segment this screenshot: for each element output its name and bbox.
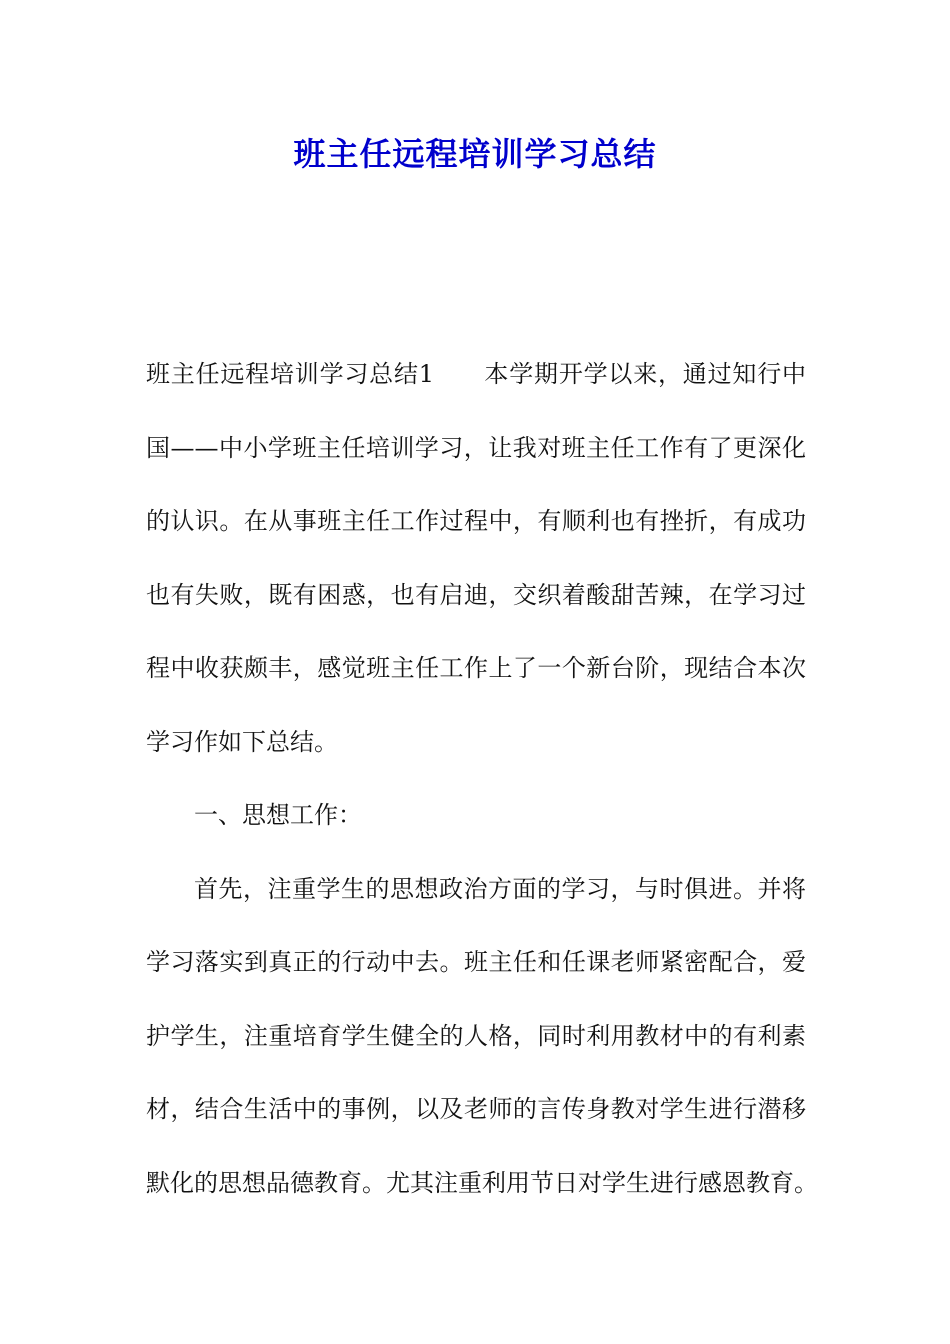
document-body <box>146 338 818 1220</box>
body-line: 国——中小学班主任培训学习，让我对班主任工作有了更深化 <box>146 433 806 462</box>
section-heading: 一、思想工作： <box>194 801 362 829</box>
body-line: 班主任远程培训学习总结1 本学期开学以来，通过知行中 <box>146 360 806 388</box>
body-line: 护学生，注重培育学生健全的人格，同时利用教材中的有利素 <box>146 1021 806 1050</box>
body-line: 默化的思想品德教育。尤其注重利用节日对学生进行感恩教育。 <box>146 1168 818 1197</box>
body-line: 也有失败，既有困惑，也有启迪，交织着酸甜苦辣，在学习过 <box>146 580 806 609</box>
body-line: 学习作如下总结。 <box>146 727 338 756</box>
body-line: 的认识。在从事班主任工作过程中，有顺利也有挫折，有成功 <box>146 507 806 535</box>
document-title: 班主任远程培训学习总结 <box>293 135 657 173</box>
body-line: 材，结合生活中的事例，以及老师的言传身教对学生进行潜移 <box>146 1095 806 1123</box>
body-line: 程中收获颇丰，感觉班主任工作上了一个新台阶，现结合本次 <box>146 654 806 682</box>
body-line: 首先，注重学生的思想政治方面的学习，与时俱进。并将 <box>194 874 806 903</box>
body-line: 学习落实到真正的行动中去。班主任和任课老师紧密配合，爱 <box>146 948 806 976</box>
